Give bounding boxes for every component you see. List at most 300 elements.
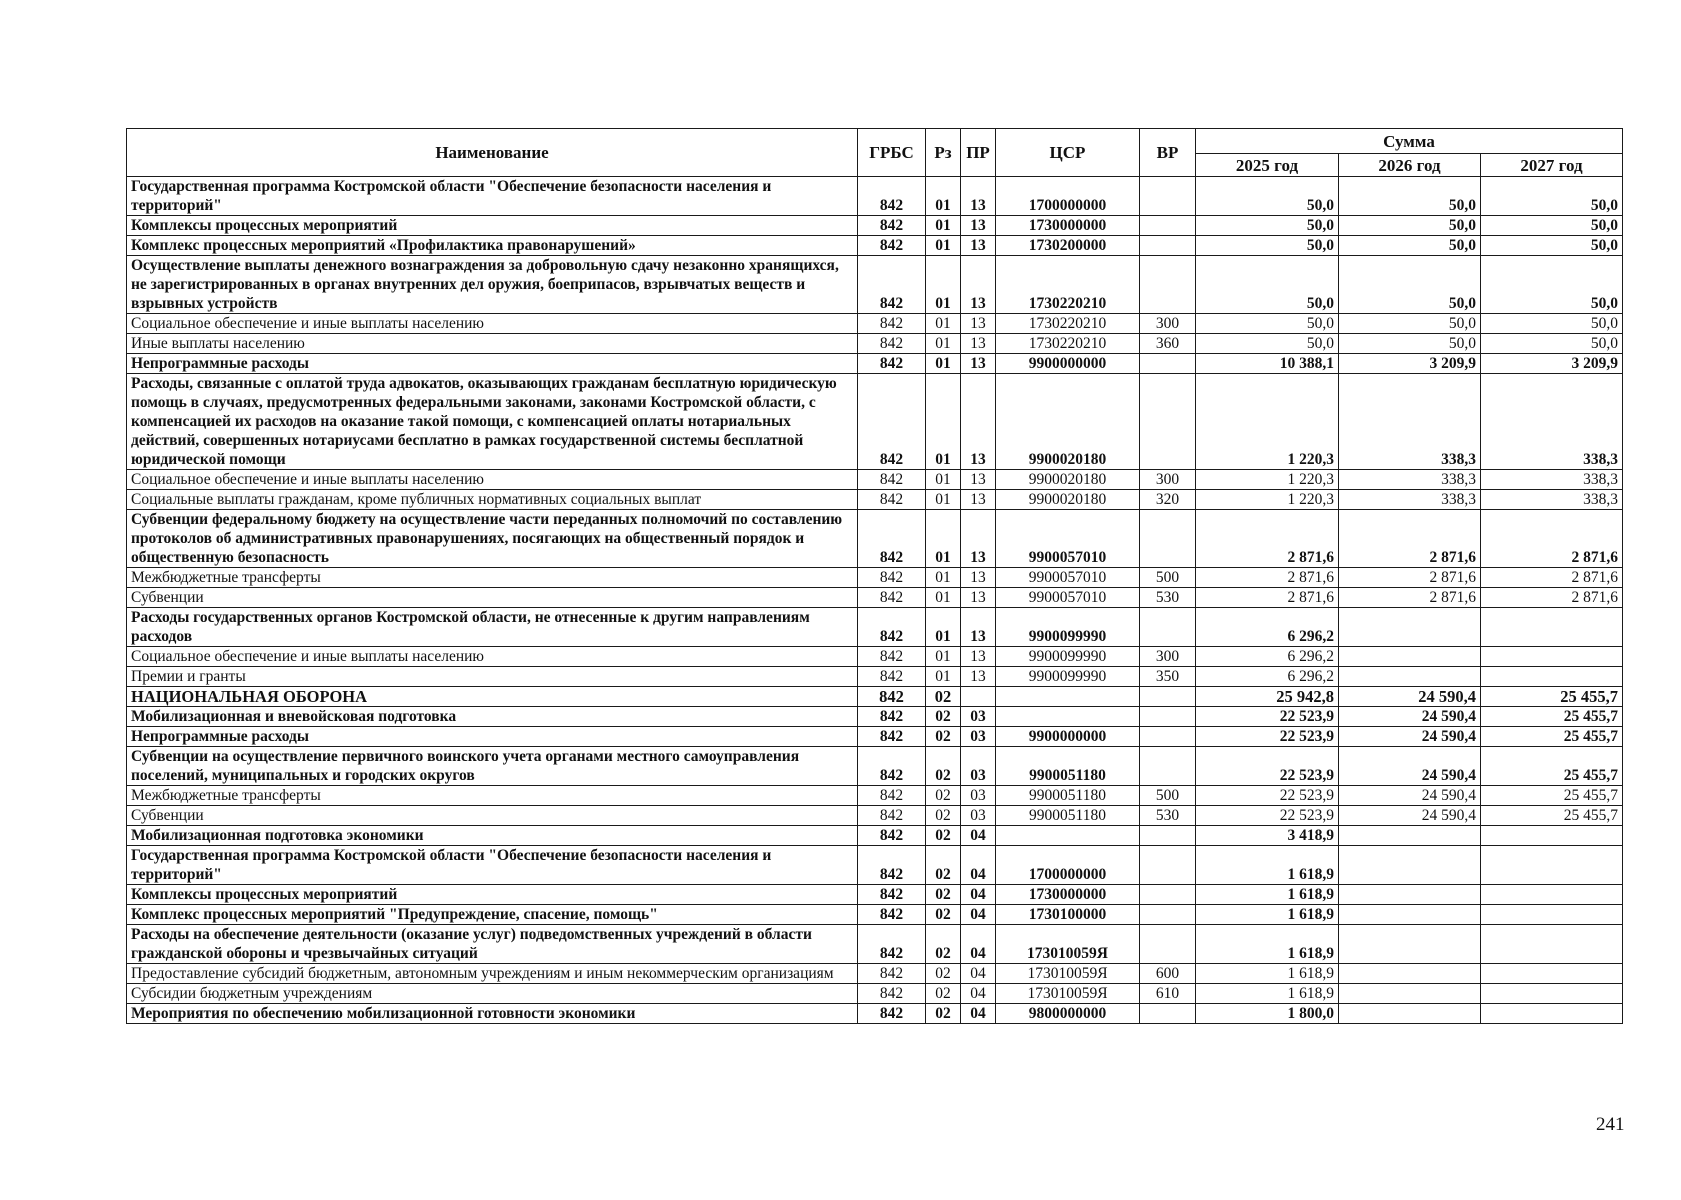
cell-2027 <box>1481 1004 1623 1024</box>
cell-rz: 01 <box>926 334 961 354</box>
cell-2027 <box>1481 964 1623 984</box>
table-row <box>127 747 1623 786</box>
cell-grbs: 842 <box>858 846 926 885</box>
table-row <box>127 470 1623 490</box>
cell-2027 <box>1481 667 1623 687</box>
cell-vr <box>1140 846 1196 885</box>
cell-pr: 13 <box>961 588 996 608</box>
header-year-2025: 2025 год <box>1196 154 1339 177</box>
cell-vr <box>1140 510 1196 568</box>
cell-grbs: 842 <box>858 747 926 786</box>
table-row <box>127 687 1623 707</box>
cell-grbs: 842 <box>858 568 926 588</box>
cell-2027: 50,0 <box>1481 314 1623 334</box>
header-sum: Сумма <box>1196 129 1623 154</box>
cell-vr: 530 <box>1140 588 1196 608</box>
cell-rz: 01 <box>926 470 961 490</box>
table-row <box>127 256 1623 314</box>
cell-grbs: 842 <box>858 964 926 984</box>
cell-2027: 50,0 <box>1481 256 1623 314</box>
cell-vr <box>1140 727 1196 747</box>
cell-rz: 01 <box>926 568 961 588</box>
cell-pr: 04 <box>961 1004 996 1024</box>
cell-2027: 50,0 <box>1481 216 1623 236</box>
cell-2025: 2 871,6 <box>1196 568 1339 588</box>
cell-csr: 173010059Я <box>996 984 1140 1004</box>
budget-document <box>126 128 1622 1024</box>
cell-rz: 02 <box>926 885 961 905</box>
cell-2025: 1 618,9 <box>1196 885 1339 905</box>
cell-2026 <box>1339 984 1481 1004</box>
header-csr: ЦСР <box>996 129 1140 177</box>
budget-table <box>126 128 1623 1024</box>
table-row <box>127 334 1623 354</box>
cell-grbs: 842 <box>858 727 926 747</box>
cell-csr: 1730220210 <box>996 256 1140 314</box>
cell-pr: 13 <box>961 177 996 216</box>
cell-grbs: 842 <box>858 256 926 314</box>
cell-2026 <box>1339 1004 1481 1024</box>
table-row <box>127 786 1623 806</box>
table-row <box>127 727 1623 747</box>
cell-name: Мобилизационная и вневойсковая подготовка <box>127 707 858 727</box>
cell-grbs: 842 <box>858 707 926 727</box>
cell-name: Межбюджетные трансферты <box>127 568 858 588</box>
header-pr: ПР <box>961 129 996 177</box>
cell-2027 <box>1481 826 1623 846</box>
cell-rz: 01 <box>926 256 961 314</box>
cell-grbs: 842 <box>858 826 926 846</box>
cell-2026: 50,0 <box>1339 256 1481 314</box>
cell-2025: 50,0 <box>1196 177 1339 216</box>
cell-2025: 1 618,9 <box>1196 905 1339 925</box>
cell-pr: 13 <box>961 314 996 334</box>
cell-rz: 02 <box>926 846 961 885</box>
cell-csr: 9900057010 <box>996 568 1140 588</box>
cell-name: Мобилизационная подготовка экономики <box>127 826 858 846</box>
table-row <box>127 568 1623 588</box>
cell-grbs: 842 <box>858 984 926 1004</box>
cell-2025: 6 296,2 <box>1196 667 1339 687</box>
cell-2025: 1 618,9 <box>1196 964 1339 984</box>
table-row <box>127 964 1623 984</box>
cell-2025: 3 418,9 <box>1196 826 1339 846</box>
cell-pr <box>961 687 996 707</box>
cell-name: Расходы, связанные с оплатой труда адвокатов, оказывающих гражданам бесплатную юридическую помощь в случаях, предусмотренных федеральными законами, законами Костромской области, с компенсацией их расходов на оказание такой помощи, с компенсацией оплаты нотариальных действий, совершенных нотариусами бесплатно в рамках государственной системы бесплатной юридической помощи <box>127 374 858 470</box>
cell-vr <box>1140 885 1196 905</box>
cell-rz: 01 <box>926 490 961 510</box>
cell-vr <box>1140 354 1196 374</box>
cell-2026: 338,3 <box>1339 470 1481 490</box>
cell-csr <box>996 687 1140 707</box>
cell-2027: 2 871,6 <box>1481 588 1623 608</box>
cell-pr: 13 <box>961 647 996 667</box>
cell-rz: 01 <box>926 236 961 256</box>
cell-name: Субвенции федеральному бюджету на осуществление части переданных полномочий по составлению протоколов об административных правонарушениях, посягающих на общественный порядок и общественную безопасность <box>127 510 858 568</box>
cell-2025: 22 523,9 <box>1196 727 1339 747</box>
table-row <box>127 216 1623 236</box>
cell-vr: 500 <box>1140 786 1196 806</box>
cell-pr: 03 <box>961 727 996 747</box>
cell-rz: 01 <box>926 510 961 568</box>
cell-rz: 02 <box>926 707 961 727</box>
cell-pr: 03 <box>961 806 996 826</box>
cell-2026: 50,0 <box>1339 314 1481 334</box>
cell-2025: 2 871,6 <box>1196 510 1339 568</box>
cell-csr: 9900051180 <box>996 747 1140 786</box>
cell-vr <box>1140 608 1196 647</box>
cell-2027 <box>1481 608 1623 647</box>
cell-name: НАЦИОНАЛЬНАЯ ОБОРОНА <box>127 687 858 707</box>
cell-vr <box>1140 905 1196 925</box>
cell-pr: 04 <box>961 925 996 964</box>
cell-rz: 01 <box>926 216 961 236</box>
cell-name: Социальное обеспечение и иные выплаты населению <box>127 470 858 490</box>
cell-pr: 04 <box>961 964 996 984</box>
cell-name: Государственная программа Костромской области "Обеспечение безопасности населения и территорий" <box>127 177 858 216</box>
cell-2026: 2 871,6 <box>1339 568 1481 588</box>
cell-2025: 22 523,9 <box>1196 786 1339 806</box>
cell-rz: 01 <box>926 354 961 374</box>
table-row <box>127 925 1623 964</box>
cell-2027: 338,3 <box>1481 470 1623 490</box>
cell-2026: 24 590,4 <box>1339 707 1481 727</box>
cell-rz: 02 <box>926 826 961 846</box>
cell-grbs: 842 <box>858 667 926 687</box>
cell-name: Непрограммные расходы <box>127 727 858 747</box>
cell-grbs: 842 <box>858 510 926 568</box>
cell-vr: 320 <box>1140 490 1196 510</box>
cell-grbs: 842 <box>858 177 926 216</box>
cell-rz: 02 <box>926 747 961 786</box>
cell-vr <box>1140 374 1196 470</box>
cell-grbs: 842 <box>858 608 926 647</box>
cell-2026: 24 590,4 <box>1339 786 1481 806</box>
cell-csr: 9900099990 <box>996 608 1140 647</box>
cell-pr: 13 <box>961 236 996 256</box>
cell-2026: 3 209,9 <box>1339 354 1481 374</box>
cell-csr: 9900000000 <box>996 727 1140 747</box>
cell-vr: 350 <box>1140 667 1196 687</box>
cell-2026: 50,0 <box>1339 236 1481 256</box>
cell-vr: 360 <box>1140 334 1196 354</box>
cell-grbs: 842 <box>858 1004 926 1024</box>
cell-2025: 25 942,8 <box>1196 687 1339 707</box>
table-row <box>127 588 1623 608</box>
cell-vr: 530 <box>1140 806 1196 826</box>
cell-csr: 9900057010 <box>996 510 1140 568</box>
cell-name: Мероприятия по обеспечению мобилизационной готовности экономики <box>127 1004 858 1024</box>
cell-vr <box>1140 216 1196 236</box>
cell-csr: 9900020180 <box>996 470 1140 490</box>
cell-name: Субсидии бюджетным учреждениям <box>127 984 858 1004</box>
cell-vr: 610 <box>1140 984 1196 1004</box>
cell-2026: 2 871,6 <box>1339 588 1481 608</box>
cell-2027: 25 455,7 <box>1481 806 1623 826</box>
table-row <box>127 490 1623 510</box>
cell-2025: 10 388,1 <box>1196 354 1339 374</box>
table-row <box>127 846 1623 885</box>
table-row <box>127 806 1623 826</box>
table-row <box>127 984 1623 1004</box>
cell-2026 <box>1339 846 1481 885</box>
cell-csr: 1730100000 <box>996 905 1140 925</box>
table-row <box>127 177 1623 216</box>
header-rz: Рз <box>926 129 961 177</box>
cell-grbs: 842 <box>858 374 926 470</box>
cell-2026 <box>1339 608 1481 647</box>
cell-name: Расходы на обеспечение деятельности (оказание услуг) подведомственных учреждений в области гражданской обороны и чрезвычайных ситуаций <box>127 925 858 964</box>
cell-2026 <box>1339 667 1481 687</box>
cell-2027 <box>1481 905 1623 925</box>
cell-pr: 13 <box>961 374 996 470</box>
cell-pr: 04 <box>961 846 996 885</box>
cell-csr <box>996 826 1140 846</box>
cell-2027: 338,3 <box>1481 374 1623 470</box>
cell-2027: 338,3 <box>1481 490 1623 510</box>
cell-grbs: 842 <box>858 334 926 354</box>
cell-pr: 03 <box>961 707 996 727</box>
cell-2027: 25 455,7 <box>1481 707 1623 727</box>
table-row <box>127 905 1623 925</box>
cell-vr <box>1140 236 1196 256</box>
cell-2025: 1 618,9 <box>1196 925 1339 964</box>
cell-2026: 338,3 <box>1339 374 1481 470</box>
cell-rz: 01 <box>926 177 961 216</box>
cell-2027: 50,0 <box>1481 236 1623 256</box>
cell-2025: 50,0 <box>1196 334 1339 354</box>
cell-name: Субвенции <box>127 588 858 608</box>
table-row <box>127 374 1623 470</box>
cell-name: Комплексы процессных мероприятий <box>127 885 858 905</box>
cell-vr: 300 <box>1140 647 1196 667</box>
cell-2025: 50,0 <box>1196 314 1339 334</box>
cell-csr: 9900099990 <box>996 667 1140 687</box>
cell-rz: 01 <box>926 314 961 334</box>
cell-name: Субвенции на осуществление первичного воинского учета органами местного самоуправления поселений, муниципальных и городских округов <box>127 747 858 786</box>
cell-2025: 22 523,9 <box>1196 707 1339 727</box>
cell-2025: 50,0 <box>1196 216 1339 236</box>
cell-vr: 300 <box>1140 314 1196 334</box>
cell-2026: 2 871,6 <box>1339 510 1481 568</box>
cell-2025: 22 523,9 <box>1196 747 1339 786</box>
cell-2025: 1 618,9 <box>1196 846 1339 885</box>
cell-csr: 9900051180 <box>996 786 1140 806</box>
cell-2027 <box>1481 925 1623 964</box>
cell-2025: 6 296,2 <box>1196 647 1339 667</box>
cell-name: Премии и гранты <box>127 667 858 687</box>
cell-2026: 50,0 <box>1339 216 1481 236</box>
table-row <box>127 1004 1623 1024</box>
cell-grbs: 842 <box>858 490 926 510</box>
table-row <box>127 314 1623 334</box>
header-year-2027: 2027 год <box>1481 154 1623 177</box>
cell-csr: 1730200000 <box>996 236 1140 256</box>
cell-rz: 02 <box>926 1004 961 1024</box>
cell-csr: 9900000000 <box>996 354 1140 374</box>
cell-2027: 2 871,6 <box>1481 510 1623 568</box>
cell-2026 <box>1339 964 1481 984</box>
cell-csr: 1730000000 <box>996 885 1140 905</box>
cell-csr: 173010059Я <box>996 925 1140 964</box>
cell-2027: 3 209,9 <box>1481 354 1623 374</box>
cell-vr <box>1140 826 1196 846</box>
cell-pr: 13 <box>961 510 996 568</box>
cell-vr: 600 <box>1140 964 1196 984</box>
header-year-2026: 2026 год <box>1339 154 1481 177</box>
cell-2025: 1 220,3 <box>1196 470 1339 490</box>
cell-vr <box>1140 687 1196 707</box>
cell-rz: 01 <box>926 374 961 470</box>
cell-2026 <box>1339 925 1481 964</box>
cell-2025: 22 523,9 <box>1196 806 1339 826</box>
header-vr: ВР <box>1140 129 1196 177</box>
cell-vr <box>1140 707 1196 727</box>
cell-csr: 9800000000 <box>996 1004 1140 1024</box>
cell-2027: 25 455,7 <box>1481 747 1623 786</box>
table-row <box>127 826 1623 846</box>
cell-csr: 9900051180 <box>996 806 1140 826</box>
cell-rz: 01 <box>926 608 961 647</box>
cell-vr <box>1140 747 1196 786</box>
table-row <box>127 354 1623 374</box>
table-row <box>127 236 1623 256</box>
cell-2026: 24 590,4 <box>1339 747 1481 786</box>
cell-pr: 13 <box>961 216 996 236</box>
cell-2025: 1 800,0 <box>1196 1004 1339 1024</box>
cell-2026 <box>1339 905 1481 925</box>
cell-grbs: 842 <box>858 925 926 964</box>
cell-name: Осуществление выплаты денежного вознаграждения за добровольную сдачу незаконно хранящихся, не зарегистрированных в органах внутренних дел оружия, боеприпасов, взрывчатых веществ и взрывных устройств <box>127 256 858 314</box>
cell-pr: 13 <box>961 470 996 490</box>
cell-csr: 1700000000 <box>996 177 1140 216</box>
cell-rz: 02 <box>926 984 961 1004</box>
cell-2026 <box>1339 826 1481 846</box>
cell-2026: 50,0 <box>1339 334 1481 354</box>
table-row <box>127 608 1623 647</box>
table-body <box>127 177 1623 1024</box>
cell-vr: 300 <box>1140 470 1196 490</box>
cell-csr: 1730000000 <box>996 216 1140 236</box>
cell-rz: 01 <box>926 647 961 667</box>
cell-pr: 03 <box>961 747 996 786</box>
cell-rz: 02 <box>926 905 961 925</box>
table-row <box>127 707 1623 727</box>
cell-pr: 13 <box>961 256 996 314</box>
cell-rz: 02 <box>926 786 961 806</box>
cell-csr: 9900020180 <box>996 374 1140 470</box>
cell-rz: 02 <box>926 806 961 826</box>
table-row <box>127 667 1623 687</box>
cell-2025: 50,0 <box>1196 236 1339 256</box>
cell-rz: 01 <box>926 588 961 608</box>
cell-pr: 03 <box>961 786 996 806</box>
cell-grbs: 842 <box>858 470 926 490</box>
cell-name: Комплексы процессных мероприятий <box>127 216 858 236</box>
page-number: 241 <box>1596 1114 1625 1135</box>
cell-rz: 02 <box>926 925 961 964</box>
cell-csr: 9900099990 <box>996 647 1140 667</box>
cell-grbs: 842 <box>858 786 926 806</box>
cell-2026 <box>1339 885 1481 905</box>
cell-csr: 1730220210 <box>996 314 1140 334</box>
cell-2027: 25 455,7 <box>1481 786 1623 806</box>
cell-grbs: 842 <box>858 216 926 236</box>
table-header <box>127 129 1623 177</box>
cell-name: Комплекс процессных мероприятий "Предупреждение, спасение, помощь" <box>127 905 858 925</box>
cell-grbs: 842 <box>858 885 926 905</box>
cell-pr: 13 <box>961 667 996 687</box>
cell-name: Межбюджетные трансферты <box>127 786 858 806</box>
cell-grbs: 842 <box>858 647 926 667</box>
cell-2025: 2 871,6 <box>1196 588 1339 608</box>
cell-pr: 13 <box>961 608 996 647</box>
cell-2027 <box>1481 846 1623 885</box>
cell-pr: 04 <box>961 826 996 846</box>
table-row <box>127 647 1623 667</box>
cell-2026 <box>1339 647 1481 667</box>
cell-name: Непрограммные расходы <box>127 354 858 374</box>
cell-grbs: 842 <box>858 806 926 826</box>
cell-csr: 9900020180 <box>996 490 1140 510</box>
cell-name: Социальное обеспечение и иные выплаты населению <box>127 314 858 334</box>
cell-2027 <box>1481 647 1623 667</box>
cell-rz: 02 <box>926 687 961 707</box>
cell-grbs: 842 <box>858 314 926 334</box>
cell-2026: 24 590,4 <box>1339 687 1481 707</box>
cell-pr: 04 <box>961 885 996 905</box>
cell-rz: 02 <box>926 964 961 984</box>
cell-name: Предоставление субсидий бюджетным, автономным учреждениям и иным некоммерческим организациям <box>127 964 858 984</box>
cell-grbs: 842 <box>858 905 926 925</box>
cell-2026: 338,3 <box>1339 490 1481 510</box>
header-grbs: ГРБС <box>858 129 926 177</box>
cell-grbs: 842 <box>858 588 926 608</box>
cell-csr: 1700000000 <box>996 846 1140 885</box>
table-row <box>127 885 1623 905</box>
cell-2025: 1 618,9 <box>1196 984 1339 1004</box>
cell-name: Комплекс процессных мероприятий «Профилактика правонарушений» <box>127 236 858 256</box>
cell-2027: 50,0 <box>1481 334 1623 354</box>
cell-2025: 50,0 <box>1196 256 1339 314</box>
cell-name: Субвенции <box>127 806 858 826</box>
cell-2025: 1 220,3 <box>1196 374 1339 470</box>
cell-2027 <box>1481 885 1623 905</box>
cell-vr: 500 <box>1140 568 1196 588</box>
cell-pr: 13 <box>961 568 996 588</box>
cell-2025: 6 296,2 <box>1196 608 1339 647</box>
cell-rz: 01 <box>926 667 961 687</box>
cell-pr: 13 <box>961 334 996 354</box>
cell-2025: 1 220,3 <box>1196 490 1339 510</box>
cell-grbs: 842 <box>858 687 926 707</box>
cell-name: Расходы государственных органов Костромской области, не отнесенные к другим направлениям расходов <box>127 608 858 647</box>
cell-2026: 24 590,4 <box>1339 806 1481 826</box>
cell-csr: 173010059Я <box>996 964 1140 984</box>
cell-pr: 13 <box>961 490 996 510</box>
cell-2027: 25 455,7 <box>1481 727 1623 747</box>
cell-2026: 24 590,4 <box>1339 727 1481 747</box>
cell-csr <box>996 707 1140 727</box>
cell-2027: 50,0 <box>1481 177 1623 216</box>
cell-pr: 13 <box>961 354 996 374</box>
table-row <box>127 510 1623 568</box>
cell-name: Социальное обеспечение и иные выплаты населению <box>127 647 858 667</box>
cell-grbs: 842 <box>858 354 926 374</box>
cell-vr <box>1140 177 1196 216</box>
cell-2027: 2 871,6 <box>1481 568 1623 588</box>
cell-name: Иные выплаты населению <box>127 334 858 354</box>
